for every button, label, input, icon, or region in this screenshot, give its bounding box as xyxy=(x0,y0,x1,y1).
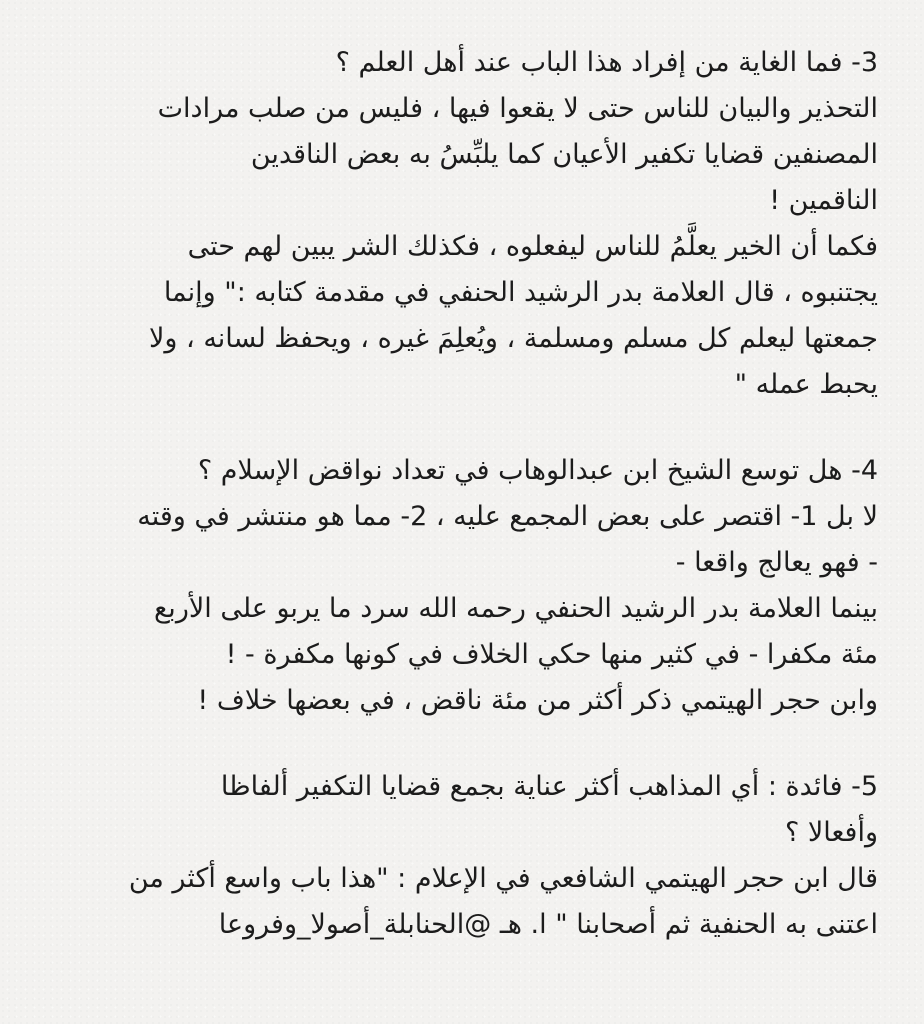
text-line: قال ابن حجر الهيتمي الشافعي في الإعلام : "هذا باب واسع أكثر من xyxy=(128,863,878,894)
text-line: يجتنبوه ، قال العلامة بدر الرشيد الحنفي في مقدمة كتابه :" وإنما xyxy=(163,277,878,308)
text-line: اعتنى به الحنفية ثم أصحابنا " ا. هـ @الحنابلة_أصولا_وفروعا xyxy=(218,909,878,940)
text-line: المصنفين قضايا تكفير الأعيان كما يلبِّسُ به بعض الناقدين xyxy=(250,139,878,170)
text-line: بينما العلامة بدر الرشيد الحنفي رحمه الله سرد ما يربو على الأربع xyxy=(153,593,878,624)
question-3-heading: 3- فما الغاية من إفراد هذا الباب عند أهل العلم ؟ xyxy=(335,47,878,78)
text-line: يحبط عمله " xyxy=(734,369,878,400)
text-line: الناقمين ! xyxy=(769,185,878,216)
question-4-heading: 4- هل توسع الشيخ ابن عبدالوهاب في تعداد نواقض الإسلام ؟ xyxy=(197,455,878,486)
text-line: التحذير والبيان للناس حتى لا يقعوا فيها ، فليس من صلب مرادات xyxy=(157,93,878,124)
section-question-4 xyxy=(40,448,878,724)
section-question-5 xyxy=(40,764,878,948)
text-line: - فهو يعالج واقعا - xyxy=(675,547,878,578)
question-5-heading: 5- فائدة : أي المذاهب أكثر عناية بجمع قضايا التكفير ألفاظا xyxy=(220,771,878,802)
section-question-3 xyxy=(40,40,878,408)
text-line: وأفعالا ؟ xyxy=(784,817,878,848)
text-line: لا بل 1- اقتصر على بعض المجمع عليه ، 2- مما هو منتشر في وقته xyxy=(137,501,878,532)
text-line: وابن حجر الهيتمي ذكر أكثر من مئة ناقض ، في بعضها خلاف ! xyxy=(197,685,878,716)
text-line: مئة مكفرا - في كثير منها حكي الخلاف في كونها مكفرة - ! xyxy=(225,639,878,670)
text-line: فكما أن الخير يعلَّمُ للناس ليفعلوه ، فكذلك الشر يبين لهم حتى xyxy=(187,231,878,262)
text-line: جمعتها ليعلم كل مسلم ومسلمة ، ويُعلِمَ غيره ، ويحفظ لسانه ، ولا xyxy=(149,323,878,354)
